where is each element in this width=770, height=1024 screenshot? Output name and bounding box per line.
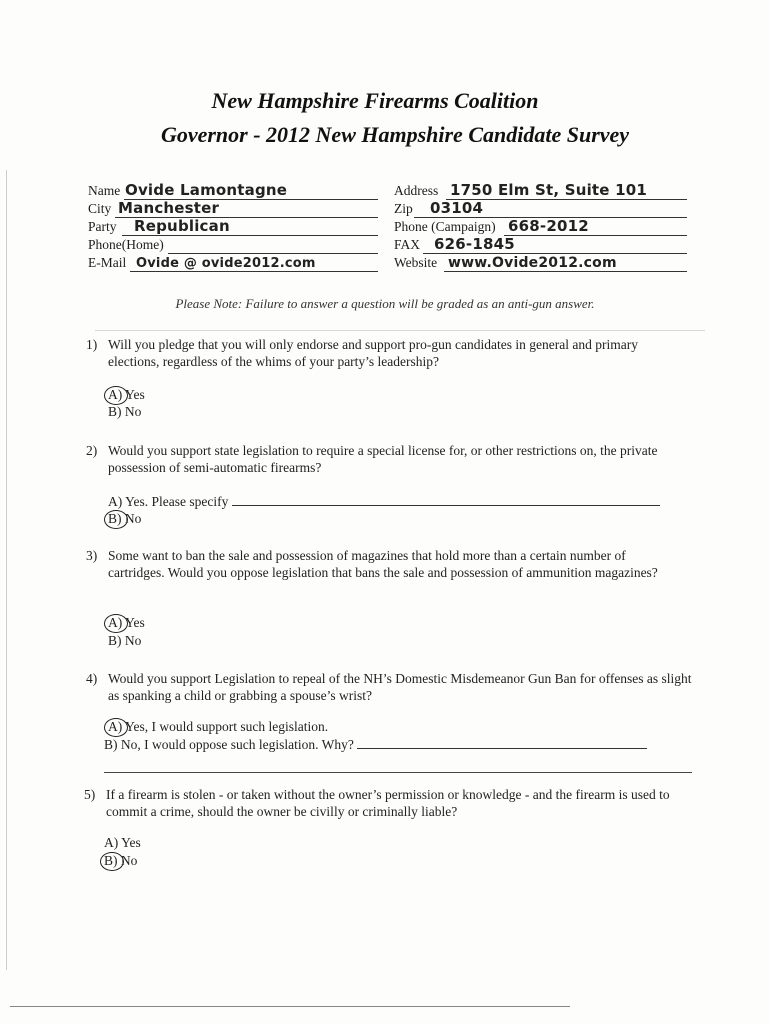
email-label: E-Mail	[88, 255, 127, 270]
question-3	[86, 547, 686, 603]
question-1-text: Will you pledge that you will only endorse and support pro-gun candidates in general and primary elections, regardless of the whims of your party’s leadership?	[108, 337, 638, 369]
question-1-number: 1)	[86, 337, 98, 352]
question-3-text: Some want to ban the sale and possession of magazines that hold more than a certain number of cartridges. Would you oppose legislation that bans the sale and possession of ammunition magazines?	[108, 548, 658, 580]
website-value: www.Ovide2012.com	[448, 255, 617, 271]
name-label: Name	[88, 183, 121, 198]
party-value: Republican	[134, 217, 230, 235]
question-3-option-a[interactable]	[108, 615, 145, 631]
question-4-option-a-label: A) Yes, I would support such legislation.	[108, 719, 329, 734]
question-3-number: 3)	[86, 548, 98, 563]
question-3-option-b-label: B) No	[108, 633, 142, 648]
fax-label: FAX	[394, 237, 421, 252]
page-edge-shadow	[6, 170, 7, 970]
question-4-option-b-label: B) No, I would oppose such legislation. Why?	[104, 737, 354, 752]
specify-blank[interactable]	[232, 494, 660, 506]
question-4-option-a[interactable]	[108, 719, 328, 735]
fax-value: 626-1845	[434, 235, 515, 253]
why-continuation-line[interactable]	[104, 772, 692, 773]
question-5-text: If a firearm is stolen - or taken without the owner’s permission or knowledge - and the firearm is used to commit a crime, should the owner be civilly or criminally liable?	[106, 787, 670, 819]
question-5-number: 5)	[84, 787, 96, 802]
question-4-number: 4)	[86, 671, 98, 686]
zip-label: Zip	[394, 201, 413, 216]
question-2	[86, 442, 686, 482]
selected-answer-circle	[104, 718, 128, 737]
question-4-option-b[interactable]	[104, 737, 647, 753]
faint-rule	[95, 330, 705, 331]
question-3-option-a-label: A) Yes	[108, 615, 145, 630]
question-1	[86, 336, 686, 376]
selected-answer-circle	[100, 852, 124, 871]
fax-field[interactable]	[394, 237, 687, 255]
zip-value: 03104	[430, 199, 484, 217]
question-4	[86, 670, 696, 710]
question-5-option-b-label: B) No	[104, 853, 138, 868]
selected-answer-circle	[104, 510, 128, 529]
city-value: Manchester	[118, 199, 220, 217]
email-field[interactable]	[88, 255, 378, 273]
selected-answer-circle	[104, 386, 128, 405]
question-5	[84, 786, 694, 826]
question-1-option-a-label: A) Yes	[108, 387, 145, 402]
question-5-option-b[interactable]	[104, 853, 137, 869]
phone-home-label: Phone(Home)	[88, 237, 164, 252]
question-1-option-b[interactable]	[108, 404, 141, 420]
party-label: Party	[88, 219, 117, 234]
grading-note: Please Note: Failure to answer a question will be graded as an anti-gun answer.	[175, 296, 595, 311]
question-5-option-a[interactable]	[104, 835, 141, 851]
question-5-option-a-label: A) Yes	[104, 835, 141, 850]
survey-title: New Hampshire Firearms Coalition	[211, 88, 539, 113]
city-field[interactable]	[88, 201, 378, 219]
question-2-option-a[interactable]	[108, 494, 660, 510]
question-2-option-b-label: B) No	[108, 511, 142, 526]
website-field[interactable]	[394, 255, 687, 273]
selected-answer-circle	[104, 614, 128, 633]
question-2-number: 2)	[86, 443, 98, 458]
city-label: City	[88, 201, 112, 216]
address-label: Address	[394, 183, 439, 198]
page-bottom-edge	[10, 1006, 570, 1007]
why-blank[interactable]	[357, 737, 647, 749]
question-4-text: Would you support Legislation to repeal of the NH’s Domestic Misdemeanor Gun Ban for offenses as slight as spanking a child or grabbing a spouse’s wrist?	[108, 671, 692, 703]
question-2-option-b[interactable]	[108, 511, 141, 527]
phone-campaign-label: Phone (Campaign)	[394, 219, 496, 234]
question-1-option-b-label: B) No	[108, 404, 142, 419]
question-2-option-a-label: A) Yes. Please specify	[108, 494, 229, 509]
email-value: Ovide @ ovide2012.com	[136, 256, 316, 271]
address-value: 1750 Elm St, Suite 101	[450, 181, 648, 199]
survey-subtitle: Governor - 2012 New Hampshire Candidate Survey	[160, 122, 630, 147]
question-2-text: Would you support state legislation to require a special license for, or other restrictions on, the private possession of semi-automatic firearms?	[108, 443, 658, 475]
name-value: Ovide Lamontagne	[125, 181, 288, 199]
phone-home-field[interactable]	[88, 237, 378, 255]
question-3-option-b[interactable]	[108, 633, 141, 649]
website-label: Website	[394, 255, 438, 270]
party-field[interactable]	[88, 219, 378, 237]
question-1-option-a[interactable]	[108, 387, 145, 403]
phone-campaign-value: 668-2012	[508, 217, 589, 235]
